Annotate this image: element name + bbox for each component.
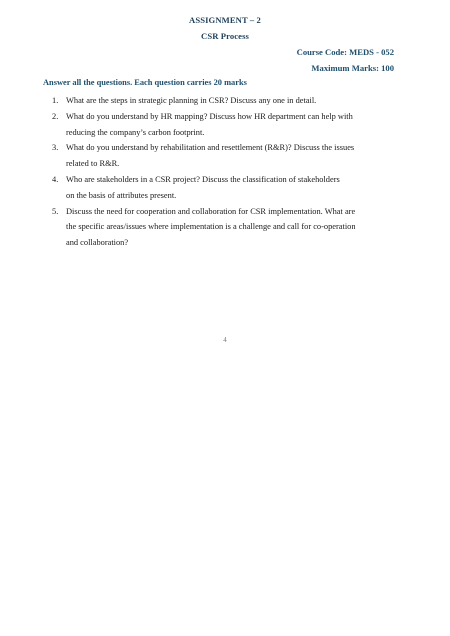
- page-number: 4: [223, 336, 227, 344]
- question-number: 1.: [52, 96, 59, 105]
- question-item: [52, 140, 397, 172]
- question-item: [52, 109, 397, 141]
- question-item: [52, 93, 397, 109]
- question-number: 5.: [52, 206, 59, 216]
- assignment-title: ASSIGNMENT – 2: [189, 15, 261, 25]
- question-number: 2.: [52, 111, 59, 121]
- instruction-text: Answer all the questions. Each question carries 20 marks: [43, 78, 247, 87]
- assignment-subtitle: CSR Process: [201, 31, 249, 41]
- question-item: [52, 172, 397, 204]
- course-code: Course Code: MEDS - 052: [296, 47, 394, 57]
- maximum-marks: Maximum Marks: 100: [311, 63, 394, 73]
- question-number: 4.: [52, 174, 59, 184]
- question-list: [52, 93, 397, 251]
- question-text: What are the steps in strategic planning in CSR? Discuss any one in detail.: [66, 96, 317, 105]
- question-item: [52, 204, 397, 251]
- question-number: 3.: [52, 143, 59, 153]
- question-text: What do you understand by HR mapping? Discuss how HR department can help with reducing the company’s carbon footprint.: [66, 111, 353, 137]
- question-text: Discuss the need for cooperation and collaboration for CSR implementation. What are the specific areas/issues where implementation is a challenge and call for co-operation and collaboration?: [66, 206, 356, 248]
- question-text: What do you understand by rehabilitation and resettlement (R&R)? Discuss the issues related to R&R.: [66, 143, 355, 169]
- question-text: Who are stakeholders in a CSR project? Discuss the classification of stakeholders on the basis of attributes present.: [66, 174, 340, 200]
